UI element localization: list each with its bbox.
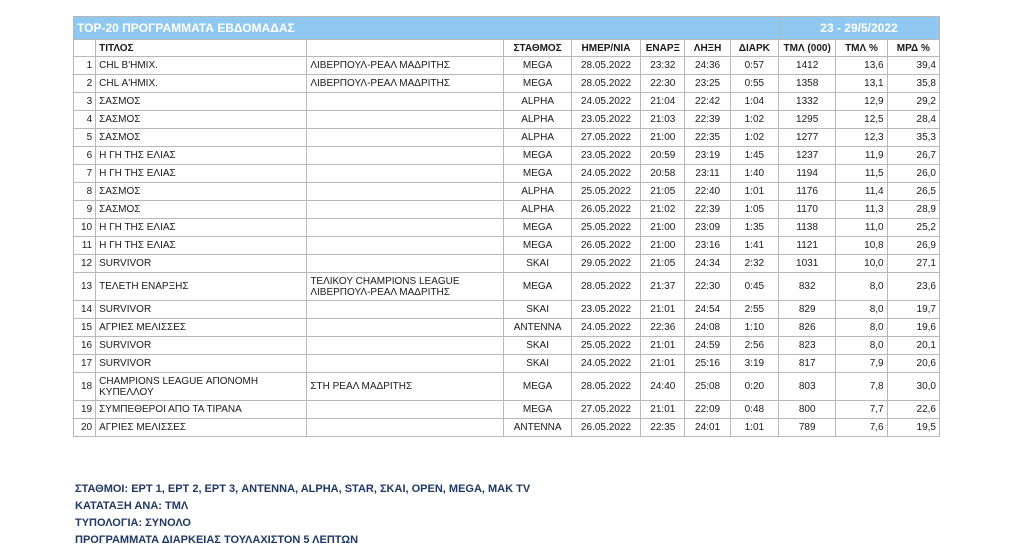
row-tml-pct: 8,0: [836, 319, 887, 337]
row-end: 24:54: [685, 301, 730, 319]
note-duration: ΠΡΟΓΡΑΜΜΑΤΑ ΔΙΑΡΚΕΙΑΣ ΤΟΥΛΑΧΙΣΤΟΝ 5 ΛΕΠΤΩΝ: [75, 534, 359, 546]
row-tml-pct: 13,6: [836, 57, 887, 75]
table-title: TOP-20 ΠΡΟΓΡΑΜΜΑΤΑ ΕΒΔΟΜΑΔΑΣ: [74, 17, 779, 40]
row-end: 23:19: [685, 147, 730, 165]
row-tml-000: 1121: [779, 237, 836, 255]
row-end: 24:01: [685, 419, 730, 437]
row-station: SKAI: [504, 355, 571, 373]
row-date: 28.05.2022: [571, 373, 640, 401]
table-row: [74, 75, 940, 93]
row-tml-pct: 8,0: [836, 273, 887, 301]
row-title: Η ΓΗ ΤΗΣ ΕΛΙΑΣ: [96, 147, 307, 165]
row-station: MEGA: [504, 165, 571, 183]
row-share: 26,7: [887, 147, 939, 165]
row-station: ALPHA: [504, 111, 571, 129]
row-subtitle: [307, 201, 504, 219]
row-date: 27.05.2022: [571, 129, 640, 147]
row-share: 35,8: [887, 75, 939, 93]
row-end: 22:35: [685, 129, 730, 147]
row-tml-000: 823: [779, 337, 836, 355]
table-period: 23 - 29/5/2022: [779, 17, 940, 40]
row-share: 19,5: [887, 419, 939, 437]
row-duration: 1:05: [730, 201, 778, 219]
header-duration: ΔΙΑΡΚ: [730, 40, 778, 57]
row-station: MEGA: [504, 373, 571, 401]
row-rank: 9: [74, 201, 96, 219]
row-title: ΑΓΡΙΕΣ ΜΕΛΙΣΣΕΣ: [96, 419, 307, 437]
row-rank: 6: [74, 147, 96, 165]
row-station: ANTENNA: [504, 419, 571, 437]
row-share: 26,9: [887, 237, 939, 255]
row-duration: 0:20: [730, 373, 778, 401]
row-rank: 4: [74, 111, 96, 129]
row-tml-000: 832: [779, 273, 836, 301]
header-station: ΣΤΑΘΜΟΣ: [504, 40, 571, 57]
row-date: 29.05.2022: [571, 255, 640, 273]
row-station: ALPHA: [504, 183, 571, 201]
row-subtitle: [307, 183, 504, 201]
row-start: 21:01: [641, 401, 685, 419]
row-subtitle: [307, 129, 504, 147]
row-tml-000: 1138: [779, 219, 836, 237]
row-share: 20,1: [887, 337, 939, 355]
ratings-table: [73, 16, 940, 437]
table-row: [74, 93, 940, 111]
header-end: ΛΗΞΗ: [685, 40, 730, 57]
row-tml-pct: 11,5: [836, 165, 887, 183]
row-start: 23:32: [641, 57, 685, 75]
table-row: [74, 129, 940, 147]
row-tml-pct: 7,7: [836, 401, 887, 419]
row-subtitle: [307, 237, 504, 255]
row-title: CHL Β'ΗΜΙΧ.: [96, 57, 307, 75]
row-start: 24:40: [641, 373, 685, 401]
row-title: ΣΑΣΜΟΣ: [96, 183, 307, 201]
row-date: 28.05.2022: [571, 57, 640, 75]
row-subtitle: [307, 147, 504, 165]
row-rank: 19: [74, 401, 96, 419]
row-title: ΑΓΡΙΕΣ ΜΕΛΙΣΣΕΣ: [96, 319, 307, 337]
row-start: 22:36: [641, 319, 685, 337]
row-end: 24:34: [685, 255, 730, 273]
row-date: 27.05.2022: [571, 401, 640, 419]
table-body: [74, 57, 940, 437]
row-date: 24.05.2022: [571, 355, 640, 373]
row-tml-pct: 7,8: [836, 373, 887, 401]
row-duration: 0:45: [730, 273, 778, 301]
row-rank: 14: [74, 301, 96, 319]
row-date: 26.05.2022: [571, 201, 640, 219]
row-rank: 1: [74, 57, 96, 75]
row-tml-pct: 7,6: [836, 419, 887, 437]
row-station: MEGA: [504, 219, 571, 237]
row-duration: 0:57: [730, 57, 778, 75]
row-tml-000: 1295: [779, 111, 836, 129]
header-date: ΗΜΕΡ/ΝΙΑ: [571, 40, 640, 57]
row-rank: 11: [74, 237, 96, 255]
row-end: 23:25: [685, 75, 730, 93]
row-station: SKAI: [504, 255, 571, 273]
table-row: [74, 419, 940, 437]
row-tml-000: 826: [779, 319, 836, 337]
row-start: 21:05: [641, 183, 685, 201]
row-subtitle: [307, 301, 504, 319]
row-tml-000: 1277: [779, 129, 836, 147]
row-start: 21:01: [641, 355, 685, 373]
row-duration: 1:10: [730, 319, 778, 337]
row-subtitle: [307, 165, 504, 183]
table-title-row: [74, 17, 940, 40]
table-row: [74, 373, 940, 401]
row-end: 24:36: [685, 57, 730, 75]
row-share: 29,2: [887, 93, 939, 111]
header-tml-pct: ΤΜΛ %: [836, 40, 887, 57]
row-start: 21:37: [641, 273, 685, 301]
row-subtitle: [307, 337, 504, 355]
row-rank: 15: [74, 319, 96, 337]
header-title: ΤΙΤΛΟΣ: [96, 40, 307, 57]
row-title: Η ΓΗ ΤΗΣ ΕΛΙΑΣ: [96, 219, 307, 237]
notes-block: [75, 481, 530, 549]
row-tml-pct: 11,4: [836, 183, 887, 201]
table-row: [74, 273, 940, 301]
row-rank: 20: [74, 419, 96, 437]
table-row: [74, 319, 940, 337]
table-row: [74, 401, 940, 419]
table-row: [74, 219, 940, 237]
row-title: SURVIVOR: [96, 337, 307, 355]
table-row: [74, 57, 940, 75]
row-rank: 17: [74, 355, 96, 373]
row-end: 22:30: [685, 273, 730, 301]
row-date: 26.05.2022: [571, 419, 640, 437]
row-title: SURVIVOR: [96, 355, 307, 373]
row-tml-pct: 10,8: [836, 237, 887, 255]
row-title: ΣΥΜΠΕΘΕΡΟΙ ΑΠΟ ΤΑ ΤΙΡΑΝΑ: [96, 401, 307, 419]
row-date: 26.05.2022: [571, 237, 640, 255]
header-start: ΕΝΑΡΞ: [641, 40, 685, 57]
row-end: 25:16: [685, 355, 730, 373]
row-date: 28.05.2022: [571, 273, 640, 301]
header-share: ΜΡΔ %: [887, 40, 939, 57]
row-start: 21:03: [641, 111, 685, 129]
table-row: [74, 255, 940, 273]
row-share: 27,1: [887, 255, 939, 273]
row-duration: 1:45: [730, 147, 778, 165]
row-title: SURVIVOR: [96, 255, 307, 273]
row-tml-000: 800: [779, 401, 836, 419]
row-end: 22:40: [685, 183, 730, 201]
row-duration: 1:02: [730, 129, 778, 147]
row-start: 22:30: [641, 75, 685, 93]
row-share: 19,6: [887, 319, 939, 337]
row-end: 22:39: [685, 201, 730, 219]
row-subtitle: [307, 93, 504, 111]
row-date: 23.05.2022: [571, 147, 640, 165]
row-rank: 12: [74, 255, 96, 273]
row-share: 22,6: [887, 401, 939, 419]
row-start: 20:58: [641, 165, 685, 183]
row-subtitle: ΛΙΒΕΡΠΟΥΛ-ΡΕΑΛ ΜΑΔΡΙΤΗΣ: [307, 57, 504, 75]
row-share: 39,4: [887, 57, 939, 75]
row-station: SKAI: [504, 301, 571, 319]
row-start: 20:59: [641, 147, 685, 165]
row-start: 21:04: [641, 93, 685, 111]
row-title: ΣΑΣΜΟΣ: [96, 111, 307, 129]
table-row: [74, 183, 940, 201]
row-rank: 18: [74, 373, 96, 401]
row-title: ΣΑΣΜΟΣ: [96, 93, 307, 111]
row-start: 21:05: [641, 255, 685, 273]
row-end: 22:39: [685, 111, 730, 129]
row-rank: 2: [74, 75, 96, 93]
row-rank: 3: [74, 93, 96, 111]
row-end: 23:16: [685, 237, 730, 255]
row-subtitle: [307, 419, 504, 437]
row-date: 23.05.2022: [571, 301, 640, 319]
row-subtitle: [307, 319, 504, 337]
row-start: 21:01: [641, 337, 685, 355]
row-tml-pct: 8,0: [836, 337, 887, 355]
row-duration: 1:40: [730, 165, 778, 183]
row-tml-pct: 12,5: [836, 111, 887, 129]
row-tml-pct: 11,3: [836, 201, 887, 219]
row-tml-pct: 12,9: [836, 93, 887, 111]
row-duration: 1:04: [730, 93, 778, 111]
row-share: 30,0: [887, 373, 939, 401]
header-tml-000: ΤΜΛ (000): [779, 40, 836, 57]
row-subtitle: ΣΤΗ ΡΕΑΛ ΜΑΔΡΙΤΗΣ: [307, 373, 504, 401]
row-end: 22:09: [685, 401, 730, 419]
row-rank: 16: [74, 337, 96, 355]
row-station: ALPHA: [504, 201, 571, 219]
row-title: ΣΑΣΜΟΣ: [96, 201, 307, 219]
row-date: 23.05.2022: [571, 111, 640, 129]
row-tml-000: 1031: [779, 255, 836, 273]
row-start: 21:02: [641, 201, 685, 219]
note-ranking: ΚΑΤΑΤΑΞΗ ΑΝΑ: ΤΜΛ: [75, 500, 189, 512]
row-title: ΣΑΣΜΟΣ: [96, 129, 307, 147]
note-typology: ΤΥΠΟΛΟΓΙΑ: ΣΥΝΟΛΟ: [75, 517, 191, 529]
row-station: MEGA: [504, 273, 571, 301]
row-station: ALPHA: [504, 93, 571, 111]
row-share: 19,7: [887, 301, 939, 319]
table-row: [74, 301, 940, 319]
row-station: MEGA: [504, 57, 571, 75]
row-end: 22:42: [685, 93, 730, 111]
header-subtitle: [307, 40, 504, 57]
row-share: 26,5: [887, 183, 939, 201]
header-rank: [74, 40, 96, 57]
row-subtitle: [307, 401, 504, 419]
row-rank: 5: [74, 129, 96, 147]
row-rank: 10: [74, 219, 96, 237]
row-date: 25.05.2022: [571, 219, 640, 237]
row-subtitle: [307, 219, 504, 237]
row-title: Η ΓΗ ΤΗΣ ΕΛΙΑΣ: [96, 165, 307, 183]
row-date: 24.05.2022: [571, 165, 640, 183]
row-title: ΤΕΛΕΤΗ ΕΝΑΡΞΗΣ: [96, 273, 307, 301]
row-station: ALPHA: [504, 129, 571, 147]
row-tml-pct: 11,0: [836, 219, 887, 237]
row-tml-pct: 12,3: [836, 129, 887, 147]
table-row: [74, 355, 940, 373]
row-tml-000: 1194: [779, 165, 836, 183]
table-row: [74, 111, 940, 129]
row-title: Η ΓΗ ΤΗΣ ΕΛΙΑΣ: [96, 237, 307, 255]
row-duration: 1:41: [730, 237, 778, 255]
row-station: MEGA: [504, 401, 571, 419]
row-station: MEGA: [504, 237, 571, 255]
row-duration: 2:56: [730, 337, 778, 355]
row-duration: 1:01: [730, 183, 778, 201]
row-date: 24.05.2022: [571, 319, 640, 337]
row-tml-000: 803: [779, 373, 836, 401]
row-start: 22:35: [641, 419, 685, 437]
row-date: 28.05.2022: [571, 75, 640, 93]
row-date: 25.05.2022: [571, 183, 640, 201]
row-rank: 8: [74, 183, 96, 201]
row-rank: 13: [74, 273, 96, 301]
row-share: 35,3: [887, 129, 939, 147]
row-duration: 1:35: [730, 219, 778, 237]
row-subtitle: ΤΕΛΙΚΟΥ CHAMPIONS LEAGUE ΛΙΒΕΡΠΟΥΛ-ΡΕΑΛ ΜΑΔΡΙΤΗΣ: [307, 273, 504, 301]
row-end: 24:59: [685, 337, 730, 355]
table-row: [74, 201, 940, 219]
row-share: 26,0: [887, 165, 939, 183]
row-duration: 0:55: [730, 75, 778, 93]
row-share: 23,6: [887, 273, 939, 301]
row-rank: 7: [74, 165, 96, 183]
row-tml-pct: 7,9: [836, 355, 887, 373]
row-start: 21:00: [641, 237, 685, 255]
row-share: 28,4: [887, 111, 939, 129]
row-tml-000: 829: [779, 301, 836, 319]
row-tml-000: 817: [779, 355, 836, 373]
row-duration: 1:02: [730, 111, 778, 129]
row-tml-pct: 13,1: [836, 75, 887, 93]
row-end: 23:11: [685, 165, 730, 183]
row-duration: 0:48: [730, 401, 778, 419]
row-duration: 2:32: [730, 255, 778, 273]
row-subtitle: [307, 111, 504, 129]
row-tml-000: 1237: [779, 147, 836, 165]
row-subtitle: [307, 255, 504, 273]
row-tml-000: 1170: [779, 201, 836, 219]
row-date: 24.05.2022: [571, 93, 640, 111]
note-stations: ΣΤΑΘΜΟΙ: ΕΡΤ 1, ΕΡΤ 2, ΕΡΤ 3, ANTENNA, ALPHA, STAR, ΣΚΑΙ, OPEN, MEGA, MAK TV: [75, 483, 531, 495]
table-row: [74, 337, 940, 355]
row-date: 25.05.2022: [571, 337, 640, 355]
row-title: SURVIVOR: [96, 301, 307, 319]
row-station: MEGA: [504, 147, 571, 165]
row-title: CHAMPIONS LEAGUE ΑΠΟΝΟΜΗ ΚΥΠΕΛΛΟΥ: [96, 373, 307, 401]
row-subtitle: ΛΙΒΕΡΠΟΥΛ-ΡΕΑΛ ΜΑΔΡΙΤΗΣ: [307, 75, 504, 93]
row-title: CHL Α'ΗΜΙΧ.: [96, 75, 307, 93]
row-tml-000: 1412: [779, 57, 836, 75]
row-share: 20,6: [887, 355, 939, 373]
row-tml-000: 1176: [779, 183, 836, 201]
table-row: [74, 165, 940, 183]
row-subtitle: [307, 355, 504, 373]
row-share: 28,9: [887, 201, 939, 219]
row-tml-000: 789: [779, 419, 836, 437]
row-start: 21:00: [641, 129, 685, 147]
row-start: 21:00: [641, 219, 685, 237]
row-share: 25,2: [887, 219, 939, 237]
row-end: 25:08: [685, 373, 730, 401]
row-end: 23:09: [685, 219, 730, 237]
row-start: 21:01: [641, 301, 685, 319]
row-station: SKAI: [504, 337, 571, 355]
row-tml-pct: 8,0: [836, 301, 887, 319]
row-duration: 1:01: [730, 419, 778, 437]
row-station: MEGA: [504, 75, 571, 93]
table-row: [74, 147, 940, 165]
table-header-row: [74, 40, 940, 57]
row-tml-pct: 11,9: [836, 147, 887, 165]
row-end: 24:08: [685, 319, 730, 337]
row-duration: 3:19: [730, 355, 778, 373]
row-station: ANTENNA: [504, 319, 571, 337]
row-duration: 2:55: [730, 301, 778, 319]
row-tml-000: 1358: [779, 75, 836, 93]
table-row: [74, 237, 940, 255]
row-tml-000: 1332: [779, 93, 836, 111]
row-tml-pct: 10,0: [836, 255, 887, 273]
